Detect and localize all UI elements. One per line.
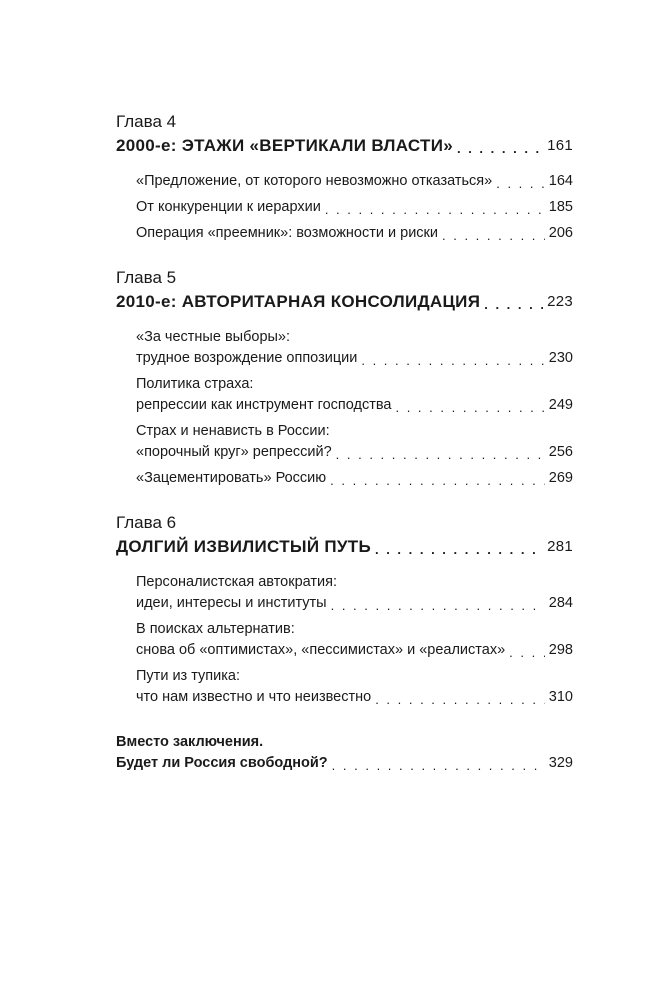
chapter-title: 2000-е: ЭТАЖИ «ВЕРТИКАЛИ ВЛАСТИ» <box>116 136 453 155</box>
toc-entry[interactable] <box>136 468 573 489</box>
entry-title-line-2: трудное возрождение оппозиции <box>136 350 358 366</box>
entry-title: Операция «преемник»: возможности и риски <box>136 225 438 241</box>
entry-title-line-1: Политика страха: <box>136 376 254 392</box>
chapter-title: 2010-е: АВТОРИТАРНАЯ КОНСОЛИДАЦИЯ <box>116 292 481 311</box>
conclusion-entry[interactable] <box>116 732 573 774</box>
entry-title: От конкуренции к иерархии <box>136 199 321 215</box>
page-number: 223 <box>547 293 573 310</box>
chapter-6 <box>116 513 573 708</box>
section-list <box>116 327 573 489</box>
section-list <box>116 572 573 708</box>
toc-entry[interactable] <box>136 572 573 614</box>
leader-dots <box>331 598 545 614</box>
leader-dots <box>332 758 545 774</box>
entry-title-line-1: Персоналистская автократия: <box>136 574 338 590</box>
chapter-label: Глава 4 <box>116 112 177 131</box>
page-number: 329 <box>548 755 573 771</box>
table-of-contents <box>116 112 573 774</box>
entry-title-line-2: что нам известно и что неизвестно <box>136 689 372 705</box>
toc-entry[interactable] <box>136 223 573 244</box>
leader-dots <box>361 353 544 369</box>
leader-dots <box>496 176 545 192</box>
leader-dots <box>336 447 545 463</box>
toc-entry[interactable] <box>136 374 573 416</box>
chapter-4 <box>116 112 573 244</box>
page-number: 161 <box>547 137 573 154</box>
chapter-label: Глава 6 <box>116 513 177 532</box>
page-number: 256 <box>548 444 573 460</box>
section-list <box>116 171 573 244</box>
toc-entry[interactable] <box>136 421 573 463</box>
toc-entry[interactable] <box>136 197 573 218</box>
page-number: 298 <box>548 642 573 658</box>
toc-entry[interactable] <box>136 327 573 369</box>
chapter-title: ДОЛГИЙ ИЗВИЛИСТЫЙ ПУТЬ <box>116 537 371 556</box>
page-number: 185 <box>548 199 573 215</box>
page-number: 249 <box>548 397 573 413</box>
entry-title: «Зацементировать» Россию <box>136 470 327 486</box>
entry-title-line-1: Пути из тупика: <box>136 668 240 684</box>
leader-dots <box>375 692 545 708</box>
entry-title-line-2: снова об «оптимистах», «пессимистах» и «реалистах» <box>136 642 506 658</box>
page-number: 284 <box>548 595 573 611</box>
conclusion-title-line-1: Вместо заключения. <box>116 734 264 750</box>
entry-title-line-1: В поисках альтернатив: <box>136 621 295 637</box>
page-number: 230 <box>548 350 573 366</box>
leader-dots <box>375 542 543 558</box>
conclusion-title-line-2: Будет ли Россия свободной? <box>116 755 328 771</box>
page-number: 310 <box>548 689 573 705</box>
entry-title-line-2: идеи, интересы и институты <box>136 595 327 611</box>
entry-title-line-2: репрессии как инструмент господства <box>136 397 392 413</box>
leader-dots <box>484 297 543 313</box>
chapter-title-row[interactable] <box>116 135 573 157</box>
toc-entry[interactable] <box>136 171 573 192</box>
leader-dots <box>395 400 544 416</box>
entry-title-line-2: «порочный круг» репрессий? <box>136 444 332 460</box>
leader-dots <box>325 202 545 218</box>
page-number: 269 <box>548 470 573 486</box>
toc-entry[interactable] <box>136 619 573 661</box>
chapter-label: Глава 5 <box>116 268 177 287</box>
page-number: 164 <box>548 173 573 189</box>
chapter-5 <box>116 268 573 489</box>
leader-dots <box>442 228 545 244</box>
entry-title-line-1: «За честные выборы»: <box>136 329 291 345</box>
page-number: 206 <box>548 225 573 241</box>
toc-entry[interactable] <box>136 666 573 708</box>
leader-dots <box>330 473 545 489</box>
leader-dots <box>457 141 543 157</box>
entry-title: «Предложение, от которого невозможно отказаться» <box>136 173 493 189</box>
chapter-title-row[interactable] <box>116 536 573 558</box>
chapter-title-row[interactable] <box>116 291 573 313</box>
entry-title-line-1: Страх и ненависть в России: <box>136 423 330 439</box>
page-number: 281 <box>547 538 573 555</box>
leader-dots <box>509 645 545 661</box>
